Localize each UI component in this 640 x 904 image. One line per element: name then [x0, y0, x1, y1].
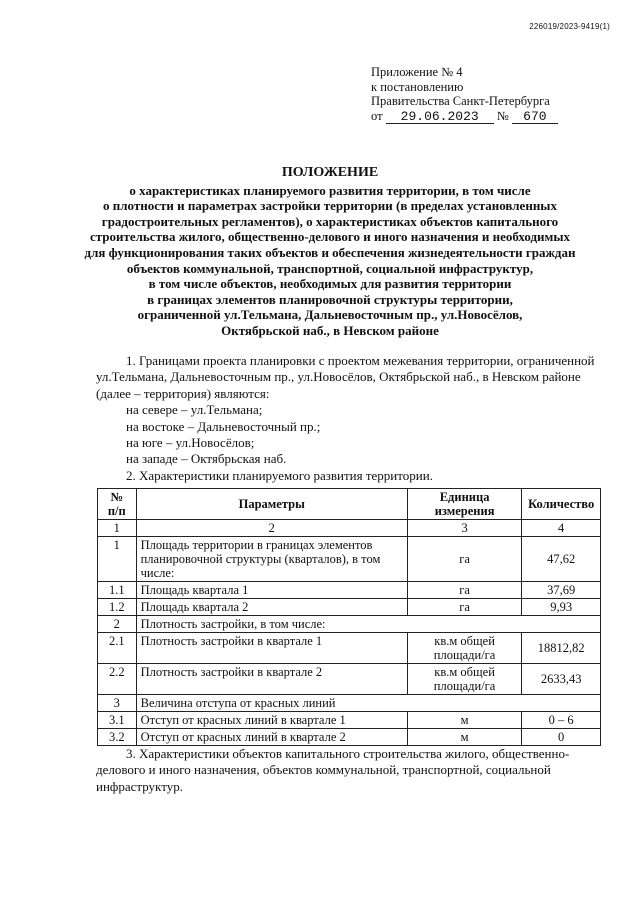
row-param: Отступ от красных линий в квартале 2	[136, 729, 407, 746]
title-line: для функционирования таких объектов и обеспечения жизнедеятельности граждан	[84, 244, 576, 260]
header-unit: Единица измерения	[407, 489, 521, 520]
from-label: от	[371, 108, 383, 123]
header-num: № п/п	[98, 489, 137, 520]
title-line: в границах элементов планировочной структуры территории,	[147, 291, 513, 307]
header-qty: Количество	[522, 489, 601, 520]
section-1	[96, 353, 600, 484]
row-num: 2	[98, 616, 137, 633]
row-unit: га	[407, 537, 521, 582]
row-qty: 37,69	[522, 582, 601, 599]
section-3-text: 3. Характеристики объектов капитального строительства жилого, общественно-делового и иного назначения, объектов коммунальной, транспортной, социальной инфраструктур.	[96, 746, 570, 794]
row-num: 1.1	[98, 582, 137, 599]
row-num: 1.2	[98, 599, 137, 616]
table-row	[98, 712, 601, 729]
section-2-heading: 2. Характеристики планируемого развития территории.	[126, 467, 433, 483]
title-line: о характеристиках планируемого развития территории, в том числе	[129, 182, 531, 198]
title-line: Октябрьской наб., в Невском районе	[221, 322, 439, 338]
row-num: 3	[98, 695, 137, 712]
appendix-line-3: Правительства Санкт-Петербурга	[371, 94, 550, 109]
row-num: 3.1	[98, 712, 137, 729]
document-title	[40, 165, 620, 339]
row-param: Площадь квартала 1	[136, 582, 407, 599]
row-unit: м	[407, 729, 521, 746]
colnum: 4	[522, 520, 601, 537]
row-num: 1	[98, 537, 137, 582]
colnum: 3	[407, 520, 521, 537]
title-heading: ПОЛОЖЕНИЕ	[281, 165, 379, 180]
row-qty: 47,62	[522, 537, 601, 582]
header-param: Параметры	[136, 489, 407, 520]
row-param: Плотность застройки, в том числе:	[136, 616, 600, 633]
parameters-table	[97, 488, 601, 746]
appendix-line-2: к постановлению	[371, 79, 464, 94]
table-row	[98, 695, 601, 712]
table-row	[98, 664, 601, 695]
table-row	[98, 599, 601, 616]
row-unit: га	[407, 599, 521, 616]
table-header-row	[98, 489, 601, 520]
row-num: 3.2	[98, 729, 137, 746]
row-qty: 18812,82	[522, 633, 601, 664]
row-qty: 9,93	[522, 599, 601, 616]
appendix-date-line	[371, 109, 601, 124]
row-num: 2.2	[98, 664, 137, 695]
boundary-west: на западе – Октябрьская наб.	[126, 451, 287, 467]
title-line: в том числе объектов, необходимых для развития территории	[148, 276, 512, 292]
resolution-date: 29.06.2023	[386, 110, 494, 124]
table-row	[98, 616, 601, 633]
row-param: Величина отступа от красных линий	[136, 695, 600, 712]
row-unit: кв.м общей площади/га	[407, 664, 521, 695]
boundary-south: на юге – ул.Новосёлов;	[126, 435, 255, 451]
table-row	[98, 582, 601, 599]
row-param: Плотность застройки в квартале 2	[136, 664, 407, 695]
table-row	[98, 633, 601, 664]
row-unit: га	[407, 582, 521, 599]
boundary-north: на севере – ул.Тельмана;	[126, 402, 263, 418]
table-row	[98, 729, 601, 746]
title-line: объектов коммунальной, транспортной, социальной инфраструктур,	[126, 260, 534, 276]
document-number: 226019/2023-9419(1)	[529, 22, 610, 31]
title-line: ограниченной ул.Тельмана, Дальневосточным пр., ул.Новосёлов,	[137, 307, 523, 323]
number-label: №	[496, 108, 509, 123]
table-row	[98, 537, 601, 582]
colnum: 2	[136, 520, 407, 537]
row-unit: м	[407, 712, 521, 729]
row-qty: 0 – 6	[522, 712, 601, 729]
resolution-number: 670	[512, 110, 558, 124]
colnum: 1	[98, 520, 137, 537]
row-param: Плотность застройки в квартале 1	[136, 633, 407, 664]
column-number-row	[98, 520, 601, 537]
title-line: строительства жилого, общественно-делового и иного назначения и необходимых	[89, 229, 571, 245]
title-line: градостроительных регламентов), о характеристиках объектов капитального	[101, 213, 559, 229]
row-param: Площадь территории в границах элементов планировочной структуры (кварталов), в том числе:	[136, 537, 407, 582]
row-qty: 0	[522, 729, 601, 746]
row-unit: кв.м общей площади/га	[407, 633, 521, 664]
section-1-intro: 1. Границами проекта планировки с проектом межевания территории, ограниченной ул.Тельмана, Дальневосточным пр., ул.Новосёлов, Октябрьской наб., в Невском районе (далее – территория) являются:	[96, 353, 595, 401]
row-param: Площадь квартала 2	[136, 599, 407, 616]
row-qty: 2633,43	[522, 664, 601, 695]
section-3	[96, 746, 600, 795]
appendix-header	[371, 65, 601, 124]
row-num: 2.1	[98, 633, 137, 664]
row-param: Отступ от красных линий в квартале 1	[136, 712, 407, 729]
boundary-east: на востоке – Дальневосточный пр.;	[126, 418, 321, 434]
title-line: о плотности и параметрах застройки территории (в пределах установленных	[103, 198, 557, 214]
appendix-line-1: Приложение № 4	[371, 65, 463, 79]
